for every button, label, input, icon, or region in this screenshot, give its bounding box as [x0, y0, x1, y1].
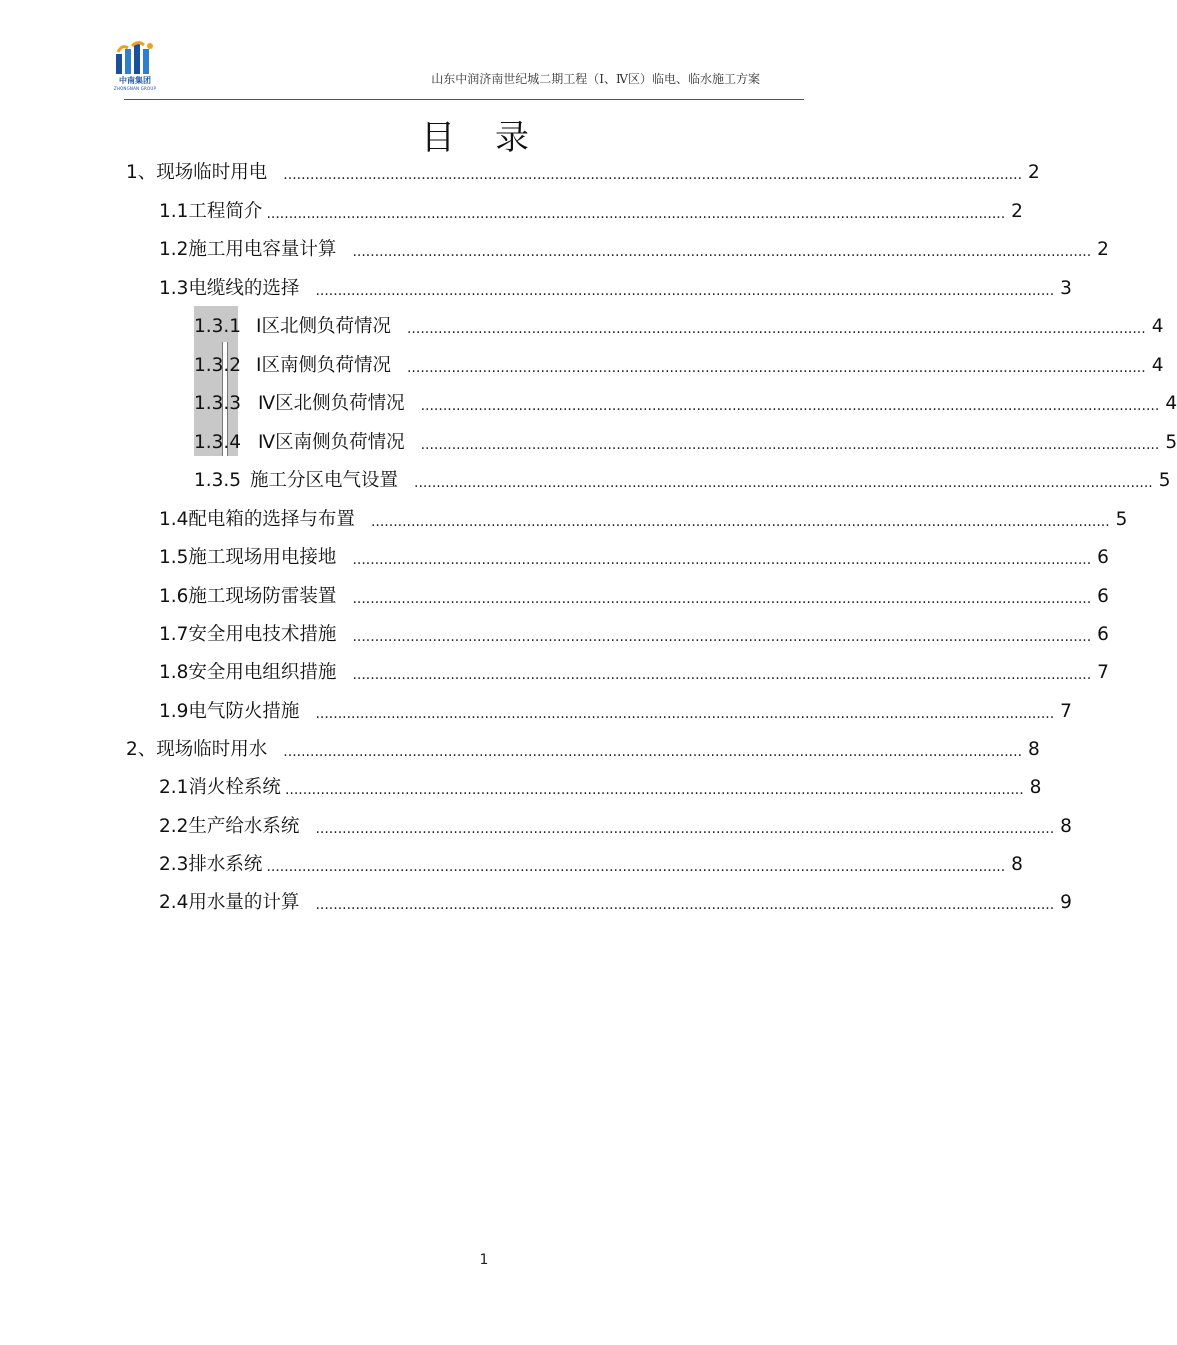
toc-entry-page: 8 [1011, 854, 1023, 875]
toc-entry[interactable] [159, 852, 1023, 878]
logo-subtext: ZHONGNAN GROUP [113, 86, 157, 91]
toc-entry-page: 3 [1060, 278, 1072, 299]
toc-entry[interactable] [126, 160, 1040, 186]
toc-entry-page: 8 [1028, 739, 1040, 760]
toc-entry[interactable] [159, 622, 1109, 648]
toc-entry-label: Ⅳ区南侧负荷情况 [258, 432, 405, 453]
header-divider [124, 99, 804, 100]
toc-entry[interactable] [194, 430, 1177, 456]
toc-dot-leader: ...................................................................................................................................................................... [284, 782, 1024, 798]
toc-dot-leader: ...................................................................................................................................................................... [420, 437, 1160, 453]
toc-entry[interactable] [194, 314, 1164, 340]
toc-dot-leader: ...................................................................................................................................................................... [352, 629, 1092, 645]
toc-entry-label: Ⅰ区南侧负荷情况 [256, 355, 391, 376]
toc-entry-number: 1.2 [159, 239, 189, 260]
toc-entry[interactable] [159, 276, 1072, 302]
toc-entry-page: 5 [1115, 509, 1128, 530]
toc-dot-leader: ...................................................................................................................................................................... [420, 398, 1160, 414]
toc-entry-label: 电气防火措施 [188, 701, 300, 722]
toc-entry-number: 1.3.1 [194, 316, 242, 337]
toc-entry[interactable] [194, 353, 1164, 379]
toc-entry-label: 配电箱的选择与布置 [188, 509, 355, 530]
toc-entry[interactable] [159, 545, 1109, 571]
toc-entry-number: 1.7 [159, 624, 189, 645]
toc-dot-leader: ...................................................................................................................................................................... [370, 514, 1110, 530]
toc-dot-leader: ...................................................................................................................................................................... [352, 591, 1092, 607]
toc-entry[interactable] [159, 507, 1128, 533]
toc-entry[interactable] [159, 699, 1072, 725]
toc-dot-leader: ...................................................................................................................................................................... [352, 667, 1092, 683]
toc-entry-page: 6 [1097, 547, 1109, 568]
toc-entry-number: 2、 [126, 739, 157, 760]
toc-dot-leader: ...................................................................................................................................................................... [315, 283, 1055, 299]
toc-entry-label: 安全用电技术措施 [188, 624, 337, 645]
toc-dot-leader: ...................................................................................................................................................................... [406, 360, 1146, 376]
toc-entry-page: 2 [1011, 201, 1023, 222]
toc-entry-label: Ⅰ区北侧负荷情况 [256, 316, 391, 337]
toc-entry-page: 6 [1097, 624, 1109, 645]
toc-dot-leader: ...................................................................................................................................................................... [266, 859, 1006, 875]
toc-entry[interactable] [159, 814, 1072, 840]
logo-text: 中南集团 [119, 76, 151, 85]
page-number: 1 [479, 1252, 489, 1268]
toc-entry-page: 7 [1060, 701, 1072, 722]
toc-entry-label: 生产给水系统 [188, 816, 300, 837]
toc-entry-page: 8 [1060, 816, 1072, 837]
toc-title: 目录 [421, 118, 569, 158]
toc-entry-label: 现场临时用电 [156, 162, 268, 183]
toc-entry[interactable] [194, 391, 1177, 417]
toc-entry[interactable] [159, 199, 1023, 225]
toc-entry[interactable] [159, 890, 1072, 916]
toc-entry[interactable] [159, 775, 1042, 801]
toc-entry-label: 用水量的计算 [188, 892, 300, 913]
toc-entry-label: 施工现场防雷装置 [188, 586, 337, 607]
toc-entry-number: 1.8 [159, 662, 189, 683]
toc-entry-page: 6 [1097, 586, 1109, 607]
toc-entry-page: 2 [1028, 162, 1040, 183]
toc-dot-leader: ...................................................................................................................................................................... [352, 244, 1092, 260]
toc-entry-number: 1.4 [159, 509, 189, 530]
toc-entry-page: 4 [1151, 316, 1164, 337]
toc-entry[interactable] [159, 237, 1109, 263]
toc-entry-label: 现场临时用水 [156, 739, 268, 760]
toc-dot-leader: ...................................................................................................................................................................... [406, 321, 1146, 337]
toc-entry-number: 2.3 [159, 854, 189, 875]
toc-dot-leader: ...................................................................................................................................................................... [315, 897, 1055, 913]
toc-entry[interactable] [159, 660, 1109, 686]
toc-entry-number: 1.3.4 [194, 432, 242, 453]
toc-dot-leader: ...................................................................................................................................................................... [315, 821, 1055, 837]
toc-entry-number: 1.3.2 [194, 355, 242, 376]
toc-entry-number: 1.5 [159, 547, 189, 568]
toc-entry-page: 9 [1060, 892, 1072, 913]
toc-entry-page: 4 [1151, 355, 1164, 376]
toc-entry-label: 施工现场用电接地 [188, 547, 337, 568]
toc-dot-leader: ...................................................................................................................................................................... [352, 552, 1092, 568]
toc-entry-number: 2.2 [159, 816, 189, 837]
toc-dot-leader: ...................................................................................................................................................................... [315, 706, 1055, 722]
toc-entry-number: 1.9 [159, 701, 189, 722]
toc-entry-number: 1.3.3 [194, 393, 242, 414]
toc-entry-number: 1.3.5 [194, 470, 242, 491]
toc-entry-page: 4 [1165, 393, 1177, 414]
toc-entry[interactable] [194, 468, 1171, 494]
toc-entry-label: 排水系统 [188, 854, 263, 875]
toc-entry-number: 1、 [126, 162, 157, 183]
toc-dot-leader: ...................................................................................................................................................................... [283, 744, 1023, 760]
toc-entry-number: 1.6 [159, 586, 189, 607]
toc-entry[interactable] [159, 584, 1109, 610]
toc-dot-leader: ...................................................................................................................................................................... [283, 167, 1023, 183]
toc-entry-label: 工程简介 [188, 201, 263, 222]
toc-entry-number: 1.1 [159, 201, 189, 222]
toc-entry-label: Ⅳ区北侧负荷情况 [258, 393, 405, 414]
toc-entry-label: 施工用电容量计算 [188, 239, 337, 260]
toc-dot-leader: ...................................................................................................................................................................... [266, 206, 1006, 222]
toc-entry-number: 2.1 [159, 777, 189, 798]
toc-entry-number: 2.4 [159, 892, 189, 913]
toc-entry-number: 1.3 [159, 278, 189, 299]
toc-entry-label: 电缆线的选择 [188, 278, 300, 299]
toc-entry-page: 2 [1097, 239, 1109, 260]
toc-entry-label: 安全用电组织措施 [188, 662, 337, 683]
toc-entry-page: 5 [1165, 432, 1177, 453]
toc-entry-page: 7 [1097, 662, 1109, 683]
document-header-title: 山东中润济南世纪城二期工程（Ⅰ、Ⅳ区）临电、临水施工方案 [431, 72, 760, 86]
toc-entry-label: 消火栓系统 [188, 777, 281, 798]
toc-entry[interactable] [126, 737, 1040, 763]
toc-dot-leader: ...................................................................................................................................................................... [414, 475, 1153, 491]
toc-entry-page: 5 [1158, 470, 1171, 491]
toc-entry-label: 施工分区电气设置 [250, 470, 399, 491]
toc-entry-page: 8 [1029, 777, 1042, 798]
